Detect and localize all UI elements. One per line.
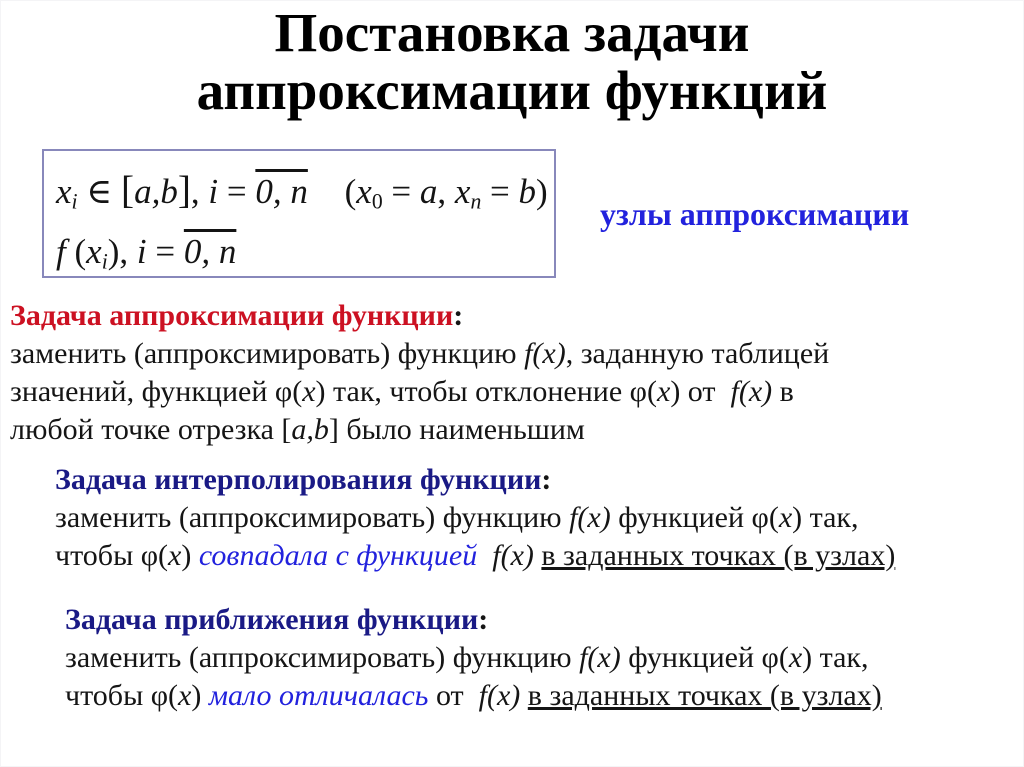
text-line xyxy=(55,537,1020,575)
text-token xyxy=(308,172,345,211)
text-token: значений, функцией φ( xyxy=(10,375,303,408)
text-token: функцией φ( xyxy=(620,641,789,674)
section-interpolation-heading xyxy=(55,461,1020,499)
text-token: x xyxy=(56,172,72,211)
text-token: ( xyxy=(344,172,357,211)
slide-title-line1: Постановка задачи xyxy=(274,2,750,63)
text-token: ), xyxy=(107,232,137,271)
text-token: заменить (аппроксимировать) функцию xyxy=(65,641,580,674)
text-token: 0 xyxy=(371,189,383,214)
formula-line-2 xyxy=(56,222,554,282)
text-token: b xyxy=(518,172,537,211)
text-token: : xyxy=(478,603,489,636)
text-token: f(x) xyxy=(730,375,773,408)
text-token: x xyxy=(86,232,102,271)
text-token xyxy=(477,539,492,572)
text-token: i xyxy=(101,249,108,274)
slide-title xyxy=(0,4,1024,120)
slide-title-line2: аппроксимации функций xyxy=(196,60,828,121)
text-token: в заданных точках (в узлах) xyxy=(527,679,882,712)
text-token: ) xyxy=(181,539,199,572)
text-token: ] было наименьшим xyxy=(328,413,585,446)
text-token: f(x) xyxy=(478,679,521,712)
text-token: мало отличалась xyxy=(208,679,429,712)
text-token: x xyxy=(168,539,182,572)
text-token: ) так, xyxy=(792,501,859,534)
text-token: f(x) xyxy=(524,337,566,370)
text-token: ] xyxy=(177,169,191,212)
text-token: ) xyxy=(536,172,548,211)
text-token: n xyxy=(470,189,482,214)
text-token: a xyxy=(419,172,438,211)
text-token: : xyxy=(453,299,464,332)
text-token: : xyxy=(541,463,552,496)
text-token: x xyxy=(788,641,803,674)
text-token: ) так, чтобы отклонение φ( xyxy=(315,375,657,408)
text-token: f(x) xyxy=(569,501,611,534)
text-token: x xyxy=(656,375,671,408)
text-token: a,b xyxy=(291,413,329,446)
text-token: x xyxy=(778,501,793,534)
text-token: 0, n xyxy=(183,232,237,271)
text-token: ) от xyxy=(670,375,731,408)
text-token: i xyxy=(71,189,78,214)
text-token: ( xyxy=(65,232,87,271)
text-line xyxy=(55,499,1020,537)
text-line xyxy=(10,373,1014,411)
text-token: f(x) xyxy=(492,539,534,572)
text-token: , xyxy=(190,172,209,211)
text-line xyxy=(10,335,1014,373)
text-token: Задача приближения функции xyxy=(65,603,479,636)
text-token: , xyxy=(437,172,455,211)
text-token: Задача интерполирования функции xyxy=(55,463,542,496)
text-token: ∈ xyxy=(77,172,121,211)
text-token: чтобы φ( xyxy=(55,539,169,572)
text-token: от xyxy=(428,679,479,712)
text-token: x xyxy=(356,172,372,211)
formula-box xyxy=(42,149,556,278)
section-closeness-heading xyxy=(65,601,1020,639)
text-line xyxy=(65,639,1020,677)
text-token: x xyxy=(178,679,192,712)
text-token: в заданных точках (в узлах) xyxy=(541,539,896,572)
approximation-nodes-label: узлы аппроксимации xyxy=(600,196,910,232)
text-token: x xyxy=(302,375,316,408)
text-token: ) xyxy=(191,679,209,712)
text-token: любой точке отрезка [ xyxy=(10,413,292,446)
text-token: = xyxy=(146,232,184,271)
text-token: чтобы φ( xyxy=(65,679,179,712)
text-token: ) так, xyxy=(802,641,869,674)
text-token: функцией φ( xyxy=(610,501,779,534)
text-token: = xyxy=(481,172,519,211)
text-token: Задача аппроксимации функции xyxy=(10,299,454,332)
text-token xyxy=(520,679,528,712)
text-token: i xyxy=(208,172,219,211)
text-token: заменить (аппроксимировать) функцию xyxy=(55,501,570,534)
text-token: = xyxy=(218,172,256,211)
text-token: x xyxy=(454,172,471,211)
section-closeness-task xyxy=(65,601,1020,715)
text-line xyxy=(65,677,1020,715)
text-token: совпадала с функцией xyxy=(198,539,478,572)
text-token: заменить (аппроксимировать) функцию xyxy=(10,337,525,370)
text-token: i xyxy=(136,232,147,271)
section-interpolation-task xyxy=(55,461,1020,575)
text-token: = xyxy=(382,172,420,211)
text-token: , заданную таблицей xyxy=(565,337,830,370)
section-approximation-task xyxy=(10,297,1014,449)
section-approximation-heading xyxy=(10,297,1014,335)
text-line xyxy=(10,411,1014,449)
text-token: в xyxy=(772,375,794,408)
text-token: a,b xyxy=(134,172,178,211)
text-token: [ xyxy=(121,169,135,212)
text-token: f(x) xyxy=(579,641,621,674)
formula-line-1 xyxy=(56,161,554,222)
text-token: f xyxy=(56,232,66,271)
text-token: 0, n xyxy=(255,172,308,211)
